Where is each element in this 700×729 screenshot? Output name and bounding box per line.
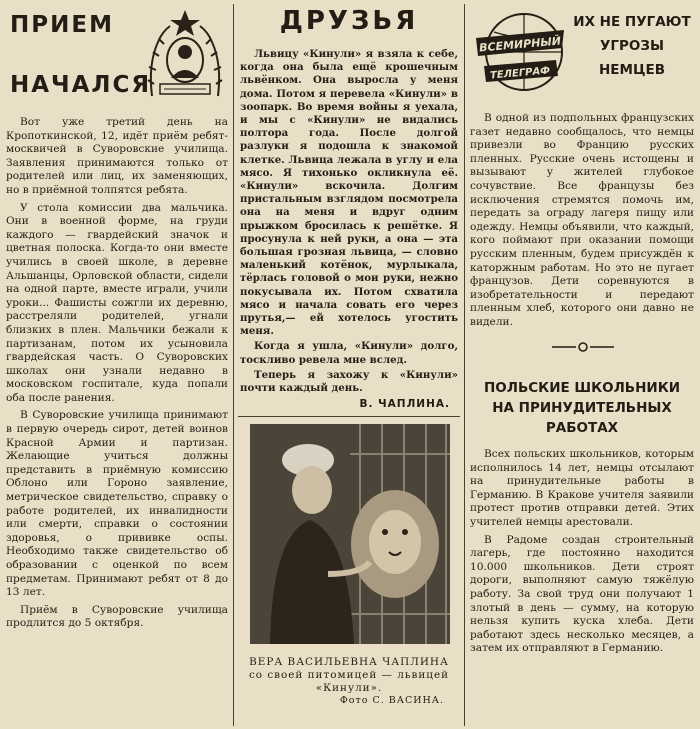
suvorov-emblem-icon: [144, 4, 226, 104]
article-body: [6, 116, 228, 635]
photo-caption: ВЕРА ВАСИЛЬЕВНА ЧАПЛИНА со своей питомицей — львицей «Кинули».: [248, 656, 450, 694]
article-body: [470, 448, 694, 660]
column-rule-right: [464, 4, 465, 726]
paragraph: В одной из подпольных французских газет недавно сообщалось, что немцы привезли во Францию русских пленных. Русские очень истощены и вызывают у жителей глубокое сочувствие. Все французы без исключения стремятся помочь им, передать за ограду лагеря пищу или одежду. Немцы объявили, что каждый, кого поймают при оказании помощи русским пленным, будем присуждён к каторжным работам. Но это не пугает французов. Дети соревнуются в изобретательности и передают пленным хлеб, которого они давно не видели.: [470, 112, 694, 328]
article-title-line: УГРОЗЫ: [600, 38, 664, 54]
paragraph: Всех польских школьников, которым исполнилось 14 лет, немцы отсылают на принудительные работы в Германию. В Кракове учителя заявили протест против отправки детей. Этих учителей немцы арестовали.: [470, 448, 694, 528]
article-title-line: ИХ НЕ ПУГАЮТ: [573, 14, 691, 30]
article-priem: [6, 0, 228, 729]
author-signature: В. ЧАПЛИНА.: [359, 398, 450, 410]
paragraph: Теперь я захожу к «Кинули» почти каждый день.: [240, 368, 458, 395]
paragraph: Вот уже третий день на Кропоткинской, 12, идёт приём ребят-москвичей в Суворовские училища. Заявления принимаются только от родителей или лиц, их заменяющих, но в приёмной толпятся ребята.: [6, 116, 228, 196]
article-body: [240, 48, 458, 397]
world-telegraph-badge-icon: [474, 8, 566, 96]
paragraph: Приём в Суворовские училища продлится до 5 октября.: [6, 603, 228, 630]
paragraph: В Суворовские училища принимают в первую очередь сирот, детей воинов Красной Армии и партизан. Желающие учиться должны представить в приёмную комиссию Облоно или Гороно заявление, метрическое свидетельство, справку о работе родителей, их инвалидности или смерти, справки о состоянии здоровья, о прививке оспы. Необходимо также свидетельство об образовании с оценкой по всем предметам. Принимают ребят от 8 до 13 лет.: [6, 409, 228, 599]
paragraph: Львицу «Кинули» я взяла к себе, когда она была ещё крошечным львёнком. Она выросла у меня дома. Потом я перевела «Кинули» в зоопарк. Во время войны я уехала, и мы с «Кинули» не видались полтора года. После долгой разлуки я подошла к знакомой клетке. Львица лежала в углу и ела мясо. Я тихонько окликнула её. «Кинули» вскочила. Долгим пристальным взглядом посмотрела она на меня и вдруг одним прыжком бросилась к решётке. Я просунула к ней руки, а она — эта большая грозная львица, — словно маленький котёнок, мурлыкала, тёрлась головой о мои руки, нежно покусывала их. Потом схватила мясо и начала совать его через прутья,— ей хотелось угостить меня.: [240, 48, 458, 338]
article-title-line: ПОЛЬСКИЕ ШКОЛЬНИКИ: [483, 380, 681, 396]
article-title-line2: НАЧАЛСЯ: [10, 72, 152, 98]
article-title-line: НЕМЦЕВ: [599, 62, 665, 78]
article-druzya: [240, 0, 458, 729]
article-title-line1: ПРИЕМ: [10, 12, 114, 38]
badge-top-text: ВСЕМИРНЫЙ: [478, 34, 562, 55]
woman-lioness-photo: [250, 424, 450, 644]
column-rule-left: [233, 4, 234, 726]
paragraph: У стола комиссии два мальчика. Они в военной форме, на груди каждого — гвардейский значок и цветная полоска. Когда-то они вместе учились в своей школе, в деревне Альшанцы, Орловской области, сидели на одной парте, вместе играли, учили уроки... Фашисты сожгли их деревню, расстреляли родителей, угнали близких в плен. Мальчики бежали к партизанам, потом их усыновила гвардейская часть. О Суворовских школах они узнали недавно в московском госпитале, куда попали оба после ранения.: [6, 201, 228, 404]
badge-bottom-text: ТЕЛЕГРАФ: [489, 65, 551, 82]
article-body: [470, 112, 694, 334]
article-title-line: НА ПРИНУДИТЕЛЬНЫХ: [492, 400, 672, 416]
article-title: ДРУЗЬЯ: [279, 6, 419, 36]
article-title: [470, 378, 694, 438]
article-title: [572, 10, 692, 82]
column-telegraph: [470, 0, 694, 729]
paragraph: Когда я ушла, «Кинули» долго, тоскливо ревела мне вслед.: [240, 340, 458, 366]
photo-credit: Фото С. ВАСИНА.: [339, 695, 444, 706]
article-title-line: РАБОТАХ: [545, 420, 619, 436]
paragraph: В Радоме создан строительный лагерь, где постоянно находится 10.000 школьников. Дети строят дороги, выполняют самую тяжёлую работу. За свой труд они получают 1 злотый в день — сумму, на которую нельзя купить куска хлеба. Дети работают здесь несколько месяцев, а затем их отправляют в Германию.: [470, 533, 694, 655]
ornament-divider-icon: [552, 341, 614, 353]
